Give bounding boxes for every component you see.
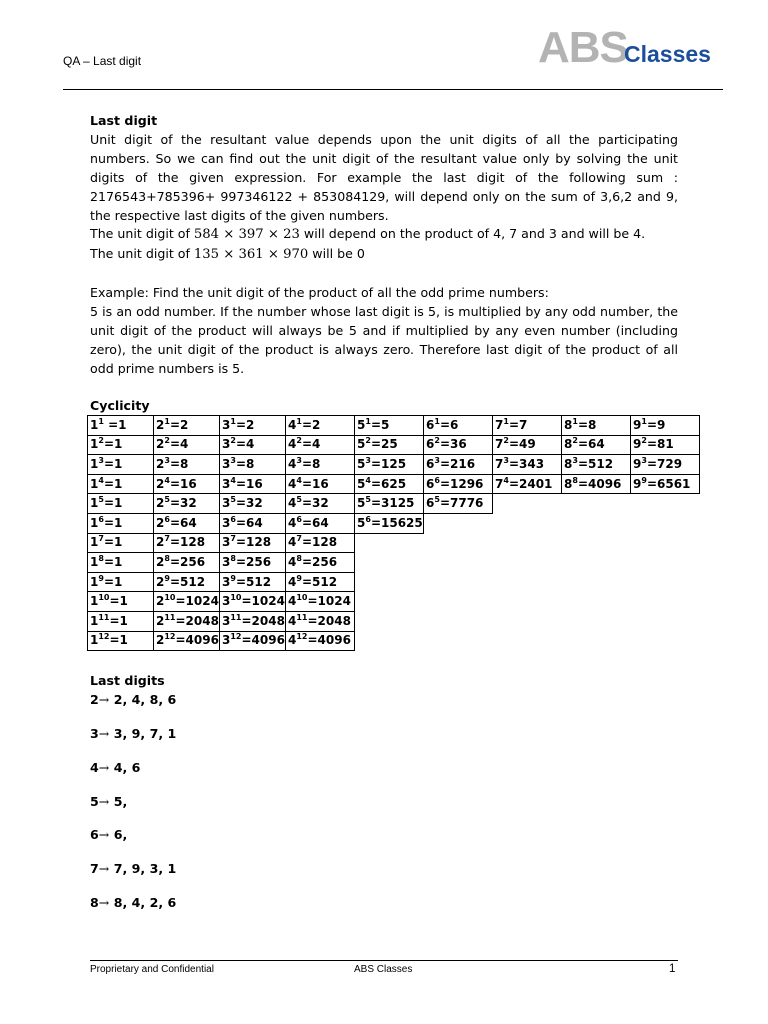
empty-cell — [424, 631, 493, 651]
power-cell: $2^8=256$ — [154, 553, 220, 573]
empty-cell — [424, 553, 493, 573]
power-cell: $4^8=256$ — [286, 553, 355, 573]
last-digits-row — [90, 826, 176, 860]
empty-cell — [493, 533, 562, 553]
logo-classes-text: Classes — [624, 41, 711, 67]
cyclicity-heading: Cyclicity — [90, 398, 150, 413]
empty-cell — [631, 592, 700, 612]
power-cell: $4^2=4$ — [286, 435, 355, 455]
empty-cell — [424, 572, 493, 592]
empty-cell — [493, 631, 562, 651]
empty-cell — [424, 533, 493, 553]
empty-cell — [631, 533, 700, 553]
last-digits-heading: Last digits — [90, 673, 165, 688]
power-cell: $7^1=7$ — [493, 416, 562, 436]
power-cell: $8^8=4096$ — [562, 474, 631, 494]
power-cell: $1^6=1$ — [88, 513, 154, 533]
power-cell: $3^5=32$ — [220, 494, 286, 514]
cyclicity-row — [88, 611, 700, 631]
power-cell: $4^{10}=1024$ — [286, 592, 355, 612]
intro-paragraph: Unit digit of the resultant value depends upon the unit digits of all the participating numbers. So we can find out the unit digit of the resultant value only by solving the unit digits of the given expression. For example the last digit of the following sum : 2176543+785396+ 997346122 + 853084129, will depend only on the sum of 3,6,2 and 9, the respective last digits of the given numbers. — [90, 131, 678, 223]
power-cell: $4^{12}=4096$ — [286, 631, 355, 651]
power-cell: $5^5=3125$ — [355, 494, 424, 514]
empty-cell — [355, 533, 424, 553]
intro-section — [90, 112, 678, 379]
power-cell: $3^7=128$ — [220, 533, 286, 553]
digit-cycle: 8, 4, 2, 6 — [109, 895, 177, 911]
header-divider — [63, 89, 723, 90]
power-cell: $4^1=2$ — [286, 416, 355, 436]
power-cell: $1^4=1$ — [88, 474, 154, 494]
cyclicity-row — [88, 553, 700, 573]
power-cell: $3^9=512$ — [220, 572, 286, 592]
cyclicity-row — [88, 592, 700, 612]
empty-cell — [493, 513, 562, 533]
last-digits-row — [90, 793, 176, 827]
digit-cycle: 5, — [109, 793, 128, 809]
cyclicity-row — [88, 416, 700, 436]
empty-cell — [562, 553, 631, 573]
empty-cell — [493, 553, 562, 573]
power-cell: $2^{11}=2048$ — [154, 611, 220, 631]
power-cell: $7^4=2401$ — [493, 474, 562, 494]
power-cell: $2^9=512$ — [154, 572, 220, 592]
power-cell: $6^1=6$ — [424, 416, 493, 436]
power-cell: $1^8=1$ — [88, 553, 154, 573]
base-digit: 5 — [90, 793, 99, 809]
power-cell: $1^1 =1$ — [88, 416, 154, 436]
power-cell: $2^{10}=1024$ — [154, 592, 220, 612]
power-cell: $3^6=64$ — [220, 513, 286, 533]
power-cell: $8^2=64$ — [562, 435, 631, 455]
example-answer: 5 is an odd number. If the number whose last digit is 5, is multiplied by any odd number, the unit digit of the product will always be 5 and if multiplied by any even number (including zero), the unit digit of the product is always zero. Therefore last digit of the product of all odd prime numbers is 5. — [90, 304, 678, 376]
power-cell: $1^{10}=1$ — [88, 592, 154, 612]
base-digit: 3 — [90, 725, 99, 741]
base-digit: 2 — [90, 691, 99, 707]
power-cell: $3^3=8$ — [220, 455, 286, 475]
power-cell: $6^3=216$ — [424, 455, 493, 475]
empty-cell — [631, 513, 700, 533]
intro-example-product-2: The unit digit of 135 × 361 × 970 will be 0 — [90, 246, 365, 263]
last-digits-row — [90, 860, 176, 894]
last-digits-row — [90, 894, 176, 928]
power-cell: $9^9=6561$ — [631, 474, 700, 494]
empty-cell — [631, 494, 700, 514]
empty-cell — [631, 572, 700, 592]
empty-cell — [493, 611, 562, 631]
power-cell: $7^3=343$ — [493, 455, 562, 475]
math-expression: 135 × 361 × 970 — [193, 247, 309, 263]
footer-company: ABS Classes — [354, 964, 413, 975]
empty-cell — [355, 631, 424, 651]
power-cell: $6^6=1296$ — [424, 474, 493, 494]
power-cell: $2^6=64$ — [154, 513, 220, 533]
digit-cycle: 3, 9, 7, 1 — [109, 725, 177, 741]
power-cell: $2^7=128$ — [154, 533, 220, 553]
power-cell: $6^5=7776$ — [424, 494, 493, 514]
power-cell: $3^8=256$ — [220, 553, 286, 573]
empty-cell — [562, 533, 631, 553]
power-cell: $4^9=512$ — [286, 572, 355, 592]
power-cell: $4^4=16$ — [286, 474, 355, 494]
empty-cell — [562, 494, 631, 514]
power-cell: $1^{11}=1$ — [88, 611, 154, 631]
power-cell: $1^{12}=1$ — [88, 631, 154, 651]
power-cell: $6^2=36$ — [424, 435, 493, 455]
right-arrow-icon: → — [98, 827, 110, 843]
empty-cell — [355, 611, 424, 631]
section-title: QA – Last digit — [63, 54, 142, 68]
empty-cell — [631, 631, 700, 651]
power-cell: $3^1=2$ — [220, 416, 286, 436]
power-cell: $1^2=1$ — [88, 435, 154, 455]
power-cell: $8^1=8$ — [562, 416, 631, 436]
power-cell: $4^7=128$ — [286, 533, 355, 553]
power-cell: $2^5=32$ — [154, 494, 220, 514]
cyclicity-row — [88, 494, 700, 514]
last-digits-row — [90, 691, 176, 725]
power-cell: $5^6=15625$ — [355, 513, 424, 533]
intro-heading: Last digit — [90, 113, 158, 128]
power-cell: $3^2=4$ — [220, 435, 286, 455]
last-digits-section — [90, 672, 176, 928]
empty-cell — [424, 592, 493, 612]
power-cell: $3^{11}=2048$ — [220, 611, 286, 631]
page-number: 1 — [669, 963, 676, 975]
power-cell: $3^{12}=4096$ — [220, 631, 286, 651]
power-cell: $1^3=1$ — [88, 455, 154, 475]
cyclicity-row — [88, 631, 700, 651]
power-cell: $2^3=8$ — [154, 455, 220, 475]
empty-cell — [562, 572, 631, 592]
power-cell: $9^3=729$ — [631, 455, 700, 475]
power-cell: $1^5=1$ — [88, 494, 154, 514]
power-cell: $9^2=81$ — [631, 435, 700, 455]
power-cell: $4^3=8$ — [286, 455, 355, 475]
digit-cycle: 7, 9, 3, 1 — [109, 861, 177, 877]
empty-cell — [562, 592, 631, 612]
intro-example-product-1: The unit digit of 584 × 397 × 23 will depend on the product of 4, 7 and 3 and will be 4. — [90, 226, 646, 243]
right-arrow-icon: → — [98, 895, 110, 911]
cyclicity-row — [88, 513, 700, 533]
power-cell: $5^4=625$ — [355, 474, 424, 494]
power-cell: $4^5=32$ — [286, 494, 355, 514]
power-cell: $5^3=125$ — [355, 455, 424, 475]
power-cell: $4^6=64$ — [286, 513, 355, 533]
power-cell: $2^4=16$ — [154, 474, 220, 494]
last-digits-row — [90, 759, 176, 793]
cyclicity-row — [88, 572, 700, 592]
power-cell: $2^2=4$ — [154, 435, 220, 455]
power-cell: $7^2=49$ — [493, 435, 562, 455]
cyclicity-row — [88, 435, 700, 455]
empty-cell — [355, 553, 424, 573]
power-cell: $1^9=1$ — [88, 572, 154, 592]
power-cell: $5^1=5$ — [355, 416, 424, 436]
abs-classes-logo — [538, 23, 711, 72]
power-cell: $1^7=1$ — [88, 533, 154, 553]
right-arrow-icon: → — [98, 691, 110, 707]
right-arrow-icon: → — [98, 861, 110, 877]
math-expression: 584 × 397 × 23 — [193, 227, 300, 243]
base-digit: 8 — [90, 895, 99, 911]
empty-cell — [493, 572, 562, 592]
cyclicity-row — [88, 474, 700, 494]
power-cell: $2^1=2$ — [154, 416, 220, 436]
cyclicity-table — [87, 415, 700, 651]
footer-divider — [90, 960, 678, 961]
digit-cycle: 2, 4, 8, 6 — [109, 691, 177, 707]
digit-cycle: 4, 6 — [109, 759, 141, 775]
cyclicity-row — [88, 533, 700, 553]
right-arrow-icon: → — [98, 793, 110, 809]
base-digit: 6 — [90, 827, 99, 843]
empty-cell — [493, 592, 562, 612]
empty-cell — [562, 611, 631, 631]
right-arrow-icon: → — [98, 725, 110, 741]
example-question: Example: Find the unit digit of the product of all the odd prime numbers: — [90, 285, 549, 301]
empty-cell — [631, 611, 700, 631]
cyclicity-row — [88, 455, 700, 475]
digit-cycle: 6, — [109, 827, 128, 843]
base-digit: 7 — [90, 861, 99, 877]
empty-cell — [562, 513, 631, 533]
empty-cell — [562, 631, 631, 651]
footer-confidential: Proprietary and Confidential — [90, 964, 214, 975]
power-cell: $9^1=9$ — [631, 416, 700, 436]
logo-abs-text: ABS — [538, 23, 628, 72]
power-cell: $3^{10}=1024$ — [220, 592, 286, 612]
empty-cell — [424, 611, 493, 631]
power-cell: $4^{11}=2048$ — [286, 611, 355, 631]
empty-cell — [493, 494, 562, 514]
base-digit: 4 — [90, 759, 99, 775]
empty-cell — [631, 553, 700, 573]
empty-cell — [355, 592, 424, 612]
power-cell: $8^3=512$ — [562, 455, 631, 475]
last-digits-row — [90, 725, 176, 759]
power-cell: $5^2=25$ — [355, 435, 424, 455]
empty-cell — [355, 572, 424, 592]
right-arrow-icon: → — [98, 759, 110, 775]
power-cell: $2^{12}=4096$ — [154, 631, 220, 651]
power-cell: $3^4=16$ — [220, 474, 286, 494]
empty-cell — [424, 513, 493, 533]
